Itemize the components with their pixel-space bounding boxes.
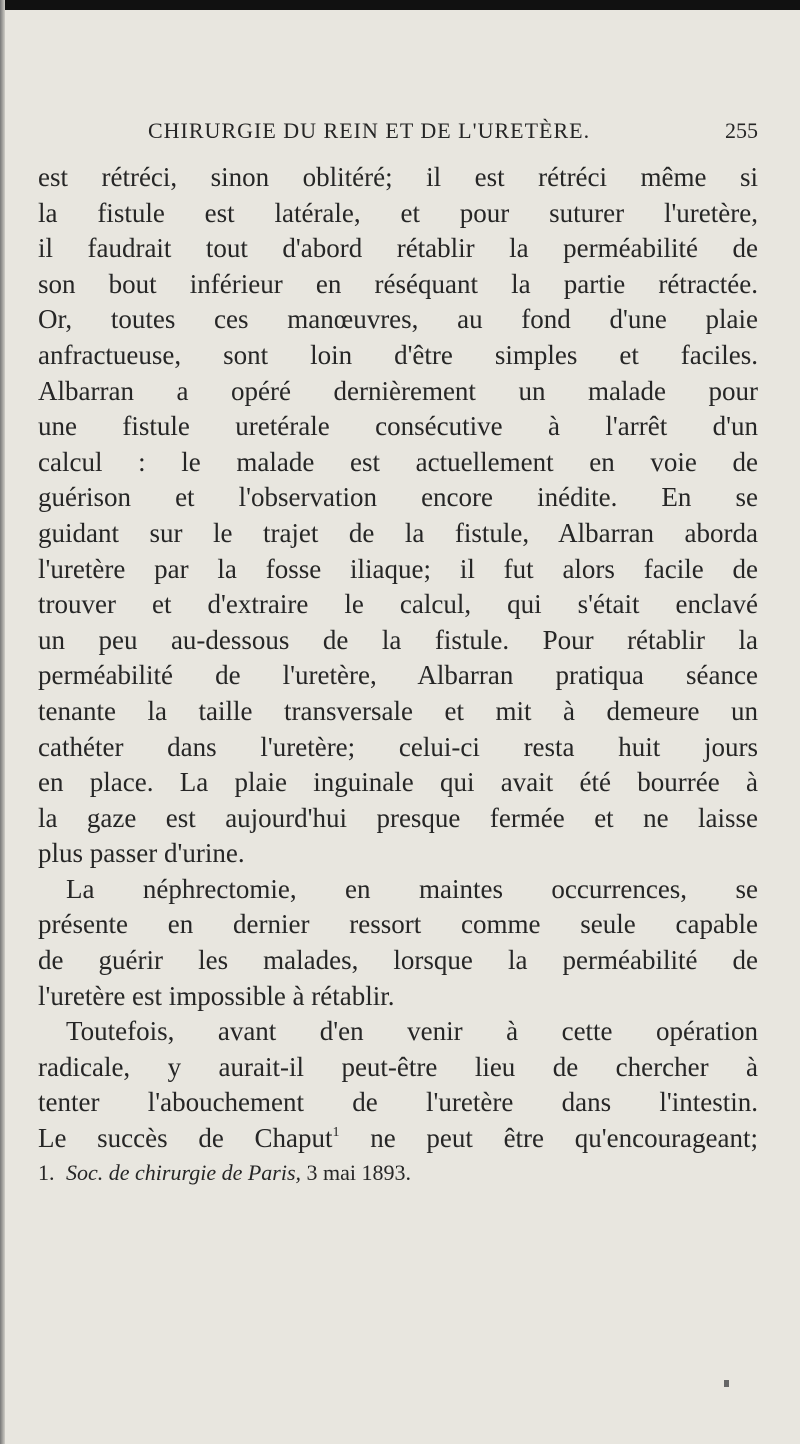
text-line: l'uretère est impossible à rétablir. [38,980,395,1011]
print-mark [724,1380,729,1387]
book-page [38,118,758,1187]
text-line: une fistule uretérale consécutive à l'arrêt d'un [38,411,758,442]
text-line: l'uretère par la fosse iliaque; il fut alors facile de [38,553,758,584]
text-line: en place. La plaie inguinale qui avait été bourrée à [38,767,758,798]
text-line: cathéter dans l'uretère; celui-ci resta huit jours [38,731,758,762]
text-line: Toutefois, avant d'en venir à cette opération [66,1016,758,1047]
text-line: anfractueuse, sont loin d'être simples et faciles. [38,339,758,370]
text-line-with-footnote-ref [38,1121,758,1157]
page-number: 255 [725,118,758,143]
text-line: Albarran a opéré dernièrement un malade pour [38,375,758,406]
scan-left-edge [0,0,5,1444]
body-text [38,160,758,1157]
text-segment: Le succès de Chaput [38,1123,333,1154]
text-line: guérison et l'observation encore inédite. En se [38,482,758,513]
text-line: tenter l'abouchement de l'uretère dans l'intestin. [38,1087,758,1118]
text-line: radicale, y aurait-il peut-être lieu de chercher à [38,1051,758,1082]
text-line: son bout inférieur en réséquant la partie rétractée. [38,268,758,299]
text-line: la gaze est aujourd'hui presque fermée et ne laisse [38,802,758,833]
text-line: un peu au-dessous de la fistule. Pour rétablir la [38,624,758,655]
footnote-date: 3 mai 1893. [306,1159,412,1185]
text-segment: ne peut être qu'encourageant; [370,1123,759,1154]
page-header [38,118,758,158]
running-title: CHIRURGIE DU REIN ET DE L'URETÈRE. [148,118,591,143]
scan-top-border [0,0,800,10]
text-line: il faudrait tout d'abord rétablir la perméabilité de [38,233,758,264]
text-line: plus passer d'urine. [38,838,245,869]
text-line: guidant sur le trajet de la fistule, Albarran aborda [38,517,758,548]
text-line: calcul : le malade est actuellement en voie de [38,446,758,477]
text-line: trouver et d'extraire le calcul, qui s'était enclavé [38,589,758,620]
text-line: tenante la taille transversale et mit à demeure un [38,695,758,726]
footnote [38,1159,758,1187]
text-line: est rétréci, sinon oblitéré; il est rétréci même si [38,162,758,192]
footnote-number: 1. [38,1159,55,1185]
text-line: de guérir les malades, lorsque la perméabilité de [38,945,758,976]
text-line: La néphrectomie, en maintes occurrences, se [66,873,758,904]
text-line: Or, toutes ces manœuvres, au fond d'une plaie [38,304,758,335]
text-line: la fistule est latérale, et pour suturer l'uretère, [38,197,758,228]
text-line: présente en dernier ressort comme seule capable [38,909,758,940]
footnote-marker: 1 [332,1125,340,1141]
footnote-journal: Soc. de chirurgie de Paris, [66,1159,302,1185]
text-line: perméabilité de l'uretère, Albarran pratiqua séance [38,660,758,691]
